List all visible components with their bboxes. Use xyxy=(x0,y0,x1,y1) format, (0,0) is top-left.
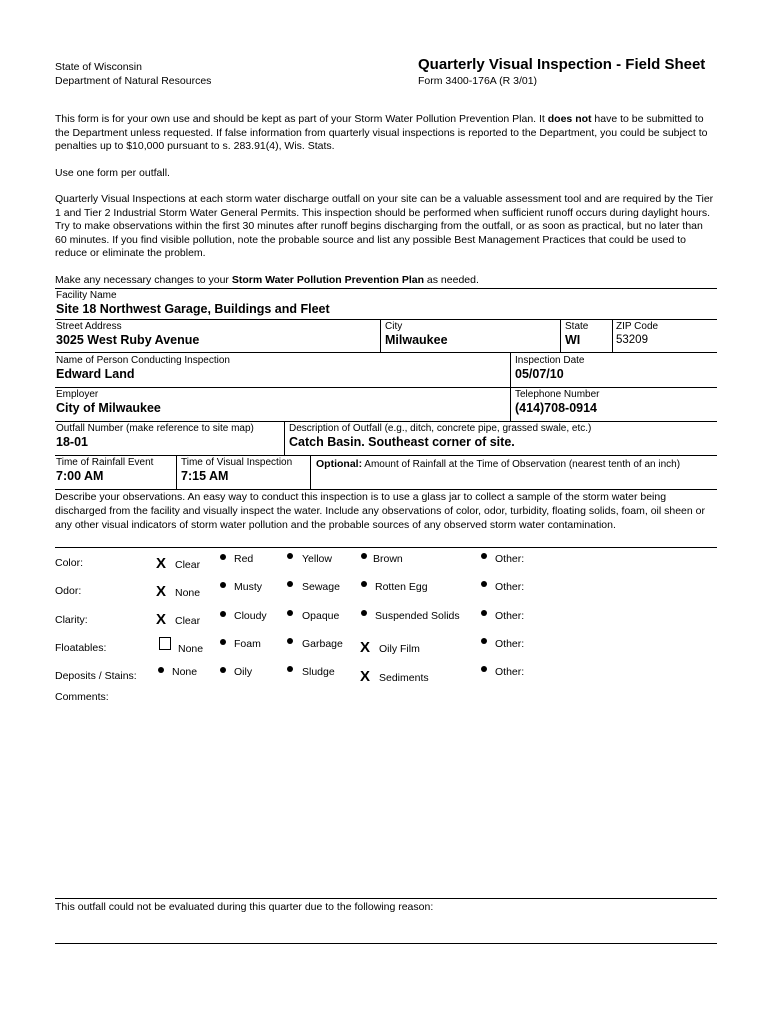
floatables-oily-film-checkmark[interactable]: X xyxy=(360,639,371,656)
floatables-row-label: Floatables: xyxy=(55,642,107,654)
divider xyxy=(510,352,511,421)
city-field[interactable]: Milwaukee xyxy=(385,333,448,347)
facility-name-label: Facility Name xyxy=(56,290,117,301)
deposits-oily-option: Oily xyxy=(234,666,253,678)
intro-paragraph-1: This form is for your own use and should be kept as part of your Storm Water Pollution Prevention Plan. It does not have to be submitted to the Department unless requested. If false information from quarterly visual inspections is reported to the Department, you could be subject to penalties up to $10,000 pursuant to s. 283.91(4), Wis. Stats. xyxy=(55,113,708,153)
divider xyxy=(55,421,717,422)
odor-none-checkmark[interactable]: X xyxy=(156,583,167,600)
divider xyxy=(612,319,613,352)
divider xyxy=(55,319,717,320)
outfall-number-field[interactable]: 18-01 xyxy=(56,435,88,449)
divider xyxy=(55,288,717,289)
floatables-other-option: Other: xyxy=(495,638,525,650)
odor-none-option: None xyxy=(175,587,201,599)
deposits-none-option: None xyxy=(172,666,198,678)
deposits-other-option: Other: xyxy=(495,666,525,678)
zip-code-field[interactable]: 53209 xyxy=(616,334,648,346)
employer-label: Employer xyxy=(56,389,99,400)
deposits-sediments-checkmark[interactable]: X xyxy=(360,668,371,685)
comments-field[interactable] xyxy=(55,706,717,894)
form-title: Quarterly Visual Inspection - Field Sheet xyxy=(418,56,706,73)
inspector-name-label: Name of Person Conducting Inspection xyxy=(56,355,230,366)
color-clear-checkmark[interactable]: X xyxy=(156,555,167,572)
outfall-number-label: Outfall Number (make reference to site map) xyxy=(56,423,254,434)
street-address-field[interactable]: 3025 West Ruby Avenue xyxy=(56,333,200,347)
inspector-name-field[interactable]: Edward Land xyxy=(56,367,135,381)
floatables-garbage-checkbox[interactable] xyxy=(287,638,293,644)
color-brown-checkbox[interactable] xyxy=(361,553,367,559)
employer-field[interactable]: City of Milwaukee xyxy=(56,401,161,415)
intro-paragraph-4: Make any necessary changes to your Storm Water Pollution Prevention Plan as needed. xyxy=(55,274,479,286)
floatables-garbage-option: Garbage xyxy=(302,638,343,650)
clarity-clear-checkmark[interactable]: X xyxy=(156,611,167,628)
color-other-checkbox[interactable] xyxy=(481,553,487,559)
divider xyxy=(55,352,717,353)
divider xyxy=(55,455,717,456)
odor-sewage-option: Sewage xyxy=(302,581,340,593)
rainfall-time-label: Time of Rainfall Event xyxy=(56,457,154,468)
intro-paragraph-2: Use one form per outfall. xyxy=(55,167,170,179)
outfall-description-label: Description of Outfall (e.g., ditch, concrete pipe, grassed swale, etc.) xyxy=(289,423,592,434)
odor-musty-checkbox[interactable] xyxy=(220,582,226,588)
floatables-foam-checkbox[interactable] xyxy=(220,639,226,645)
rainfall-amount-label: Optional: Amount of Rainfall at the Time of Observation (nearest tenth of an inch) xyxy=(316,458,681,470)
deposits-sludge-option: Sludge xyxy=(302,666,335,678)
form-number: Form 3400-176A (R 3/01) xyxy=(418,75,538,87)
telephone-label: Telephone Number xyxy=(515,389,600,400)
odor-musty-option: Musty xyxy=(234,581,263,593)
clarity-suspended-solids-checkbox[interactable] xyxy=(361,610,367,616)
deposits-sludge-checkbox[interactable] xyxy=(287,666,293,672)
zip-code-label: ZIP Code xyxy=(616,321,659,332)
divider xyxy=(55,387,717,388)
city-label: City xyxy=(385,321,403,332)
clarity-opaque-checkbox[interactable] xyxy=(287,610,293,616)
outfall-description-field[interactable]: Catch Basin. Southeast corner of site. xyxy=(289,435,515,449)
state-label: State xyxy=(565,321,589,332)
clarity-opaque-option: Opaque xyxy=(302,610,340,622)
floatables-oily-film-option: Oily Film xyxy=(379,643,420,655)
state-field[interactable]: WI xyxy=(565,333,581,347)
not-evaluated-label: This outfall could not be evaluated during this quarter due to the following reason: xyxy=(55,901,434,913)
clarity-clear-option: Clear xyxy=(175,615,201,627)
odor-sewage-checkbox[interactable] xyxy=(287,581,293,587)
divider xyxy=(284,421,285,455)
odor-rotten-egg-option: Rotten Egg xyxy=(375,581,428,593)
divider xyxy=(55,489,717,490)
odor-other-option: Other: xyxy=(495,581,525,593)
inspection-date-label: Inspection Date xyxy=(515,355,585,366)
color-yellow-checkbox[interactable] xyxy=(287,553,293,559)
telephone-field[interactable]: (414)708-0914 xyxy=(515,401,598,415)
clarity-suspended-solids-option: Suspended Solids xyxy=(375,610,460,622)
divider xyxy=(176,455,177,489)
divider xyxy=(380,319,381,352)
floatables-other-checkbox[interactable] xyxy=(481,638,487,644)
floatables-foam-option: Foam xyxy=(234,638,261,650)
clarity-other-checkbox[interactable] xyxy=(481,610,487,616)
color-brown-option: Brown xyxy=(373,553,403,565)
visual-time-label: Time of Visual Inspection xyxy=(181,457,293,468)
not-evaluated-reason-field[interactable] xyxy=(55,916,717,941)
color-red-checkbox[interactable] xyxy=(220,554,226,560)
deposits-none-checkbox[interactable] xyxy=(158,667,164,673)
street-address-label: Street Address xyxy=(56,321,122,332)
inspection-date-field[interactable]: 05/07/10 xyxy=(515,367,564,381)
divider xyxy=(55,547,717,548)
rainfall-time-field[interactable]: 7:00 AM xyxy=(56,469,104,483)
deposits-row-label: Deposits / Stains: xyxy=(55,670,137,682)
floatables-none-option: None xyxy=(178,643,204,655)
deposits-other-checkbox[interactable] xyxy=(481,666,487,672)
deposits-sediments-option: Sediments xyxy=(379,672,429,684)
color-row-label: Color: xyxy=(55,557,84,569)
clarity-other-option: Other: xyxy=(495,610,525,622)
color-other-option: Other: xyxy=(495,553,525,565)
divider xyxy=(55,943,717,944)
clarity-cloudy-option: Cloudy xyxy=(234,610,267,622)
agency-department: Department of Natural Resources xyxy=(55,75,212,87)
agency-block xyxy=(55,60,211,88)
divider xyxy=(560,319,561,352)
comments-label: Comments: xyxy=(55,691,109,703)
deposits-oily-checkbox[interactable] xyxy=(220,667,226,673)
divider xyxy=(310,455,311,489)
visual-time-field[interactable]: 7:15 AM xyxy=(181,469,229,483)
color-yellow-option: Yellow xyxy=(302,553,332,565)
odor-rotten-egg-checkbox[interactable] xyxy=(361,581,367,587)
clarity-row-label: Clarity: xyxy=(55,614,88,626)
odor-row-label: Odor: xyxy=(55,585,82,597)
odor-other-checkbox[interactable] xyxy=(481,581,487,587)
clarity-cloudy-checkbox[interactable] xyxy=(220,611,226,617)
color-red-option: Red xyxy=(234,553,254,565)
agency-state: State of Wisconsin xyxy=(55,61,142,73)
observation-instructions: Describe your observations. An easy way to conduct this inspection is to use a glass jar to collect a sample of the storm water being discharged from the facility and visually inspect the water. Include any observations of color, odor, turbidity, floating solids, foam, oil sheen or any other visual indicators of storm water pollution and the probable sources of any observed storm water contamination. xyxy=(55,491,705,531)
intro-paragraph-3: Quarterly Visual Inspections at each storm water discharge outfall on your site can be a valuable assessment tool and are required by the Tier 1 and Tier 2 Industrial Storm Water General Permits. This inspection should be performed when sufficient runoff occurs during daylight hours. Try to make observations within the first 30 minutes after runoff begins discharging from the outfall, or as soon as practical, but no later than 60 minutes. If you find visible pollution, note the probable source and list any possible Best Management Practices that could be used to reduce or eliminate the problem. xyxy=(55,193,714,260)
color-clear-option: Clear xyxy=(175,559,201,571)
divider xyxy=(55,898,717,899)
floatables-none-checkbox[interactable] xyxy=(159,637,171,650)
facility-name-field[interactable]: Site 18 Northwest Garage, Buildings and Fleet xyxy=(56,302,330,316)
